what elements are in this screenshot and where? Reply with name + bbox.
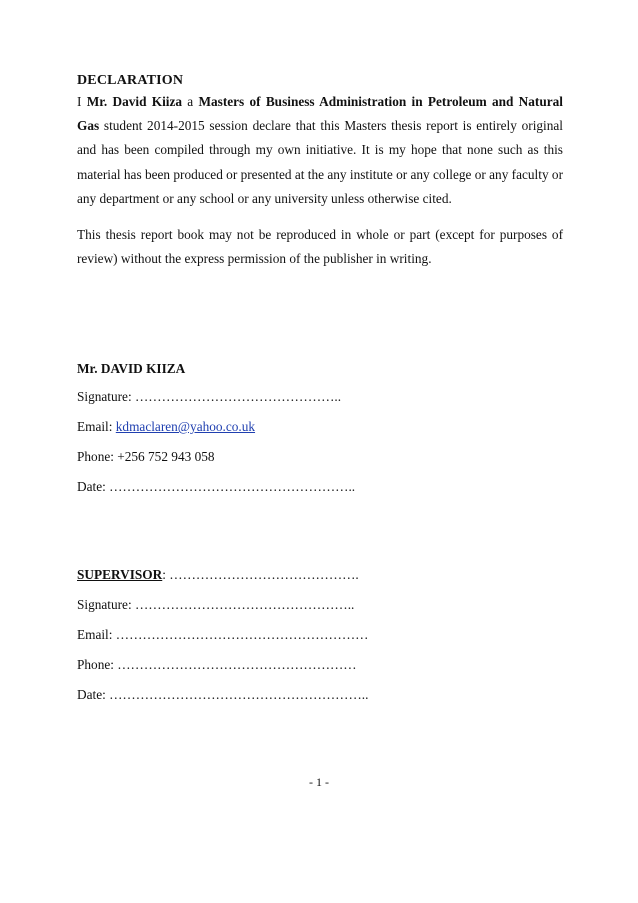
author-name-inline: Mr. David Kiiza <box>86 94 183 109</box>
supervisor-signature-line: Signature: ………………………………………….. <box>77 597 355 612</box>
supervisor-block <box>77 566 563 716</box>
author-email-label: Email: <box>77 419 116 434</box>
page-number: - 1 - <box>309 775 329 789</box>
supervisor-email-line: Email: ………………………………………………… <box>77 627 369 642</box>
supervisor-name-blank: : ……………………………………. <box>162 567 359 582</box>
declaration-paragraph-1 <box>77 90 563 211</box>
supervisor-heading-line <box>77 566 359 584</box>
supervisor-phone-line: Phone: ……………………………………………… <box>77 657 357 672</box>
supervisor-label: SUPERVISOR <box>77 567 163 582</box>
declaration-heading: DECLARATION <box>77 73 184 88</box>
author-signature-line: Signature: ……………………………………….. <box>77 389 342 404</box>
connector-text: a <box>182 94 199 109</box>
declaration-paragraph-2: This thesis report book may not be reproduced in whole or part (except for purposes of review) without the express permission of the publisher in writing. <box>77 227 563 267</box>
supervisor-date-line: Date: ………………………………………………….. <box>77 687 369 702</box>
program-name: Masters of Business Administration in Petroleum and Natural Gas <box>77 94 563 134</box>
declaration-body-text: student 2014-2015 session declare that this Masters thesis report is entirely original and has been compiled through my own initiative. It is my hope that none such as this material has been produced or presented at the any institute or any college or any faculty or any department or any school or any university unless otherwise cited. <box>77 118 563 206</box>
author-block <box>77 360 563 510</box>
author-email-link[interactable]: kdmaclaren@yahoo.co.uk <box>115 419 256 434</box>
intro-text: I <box>77 94 87 109</box>
author-name: Mr. DAVID KIIZA <box>77 361 186 376</box>
author-email-line <box>77 418 255 436</box>
declaration-section <box>77 72 563 271</box>
author-phone-line: Phone: +256 752 943 058 <box>77 449 215 464</box>
author-date-line: Date: ……………………………………………….. <box>77 479 356 494</box>
